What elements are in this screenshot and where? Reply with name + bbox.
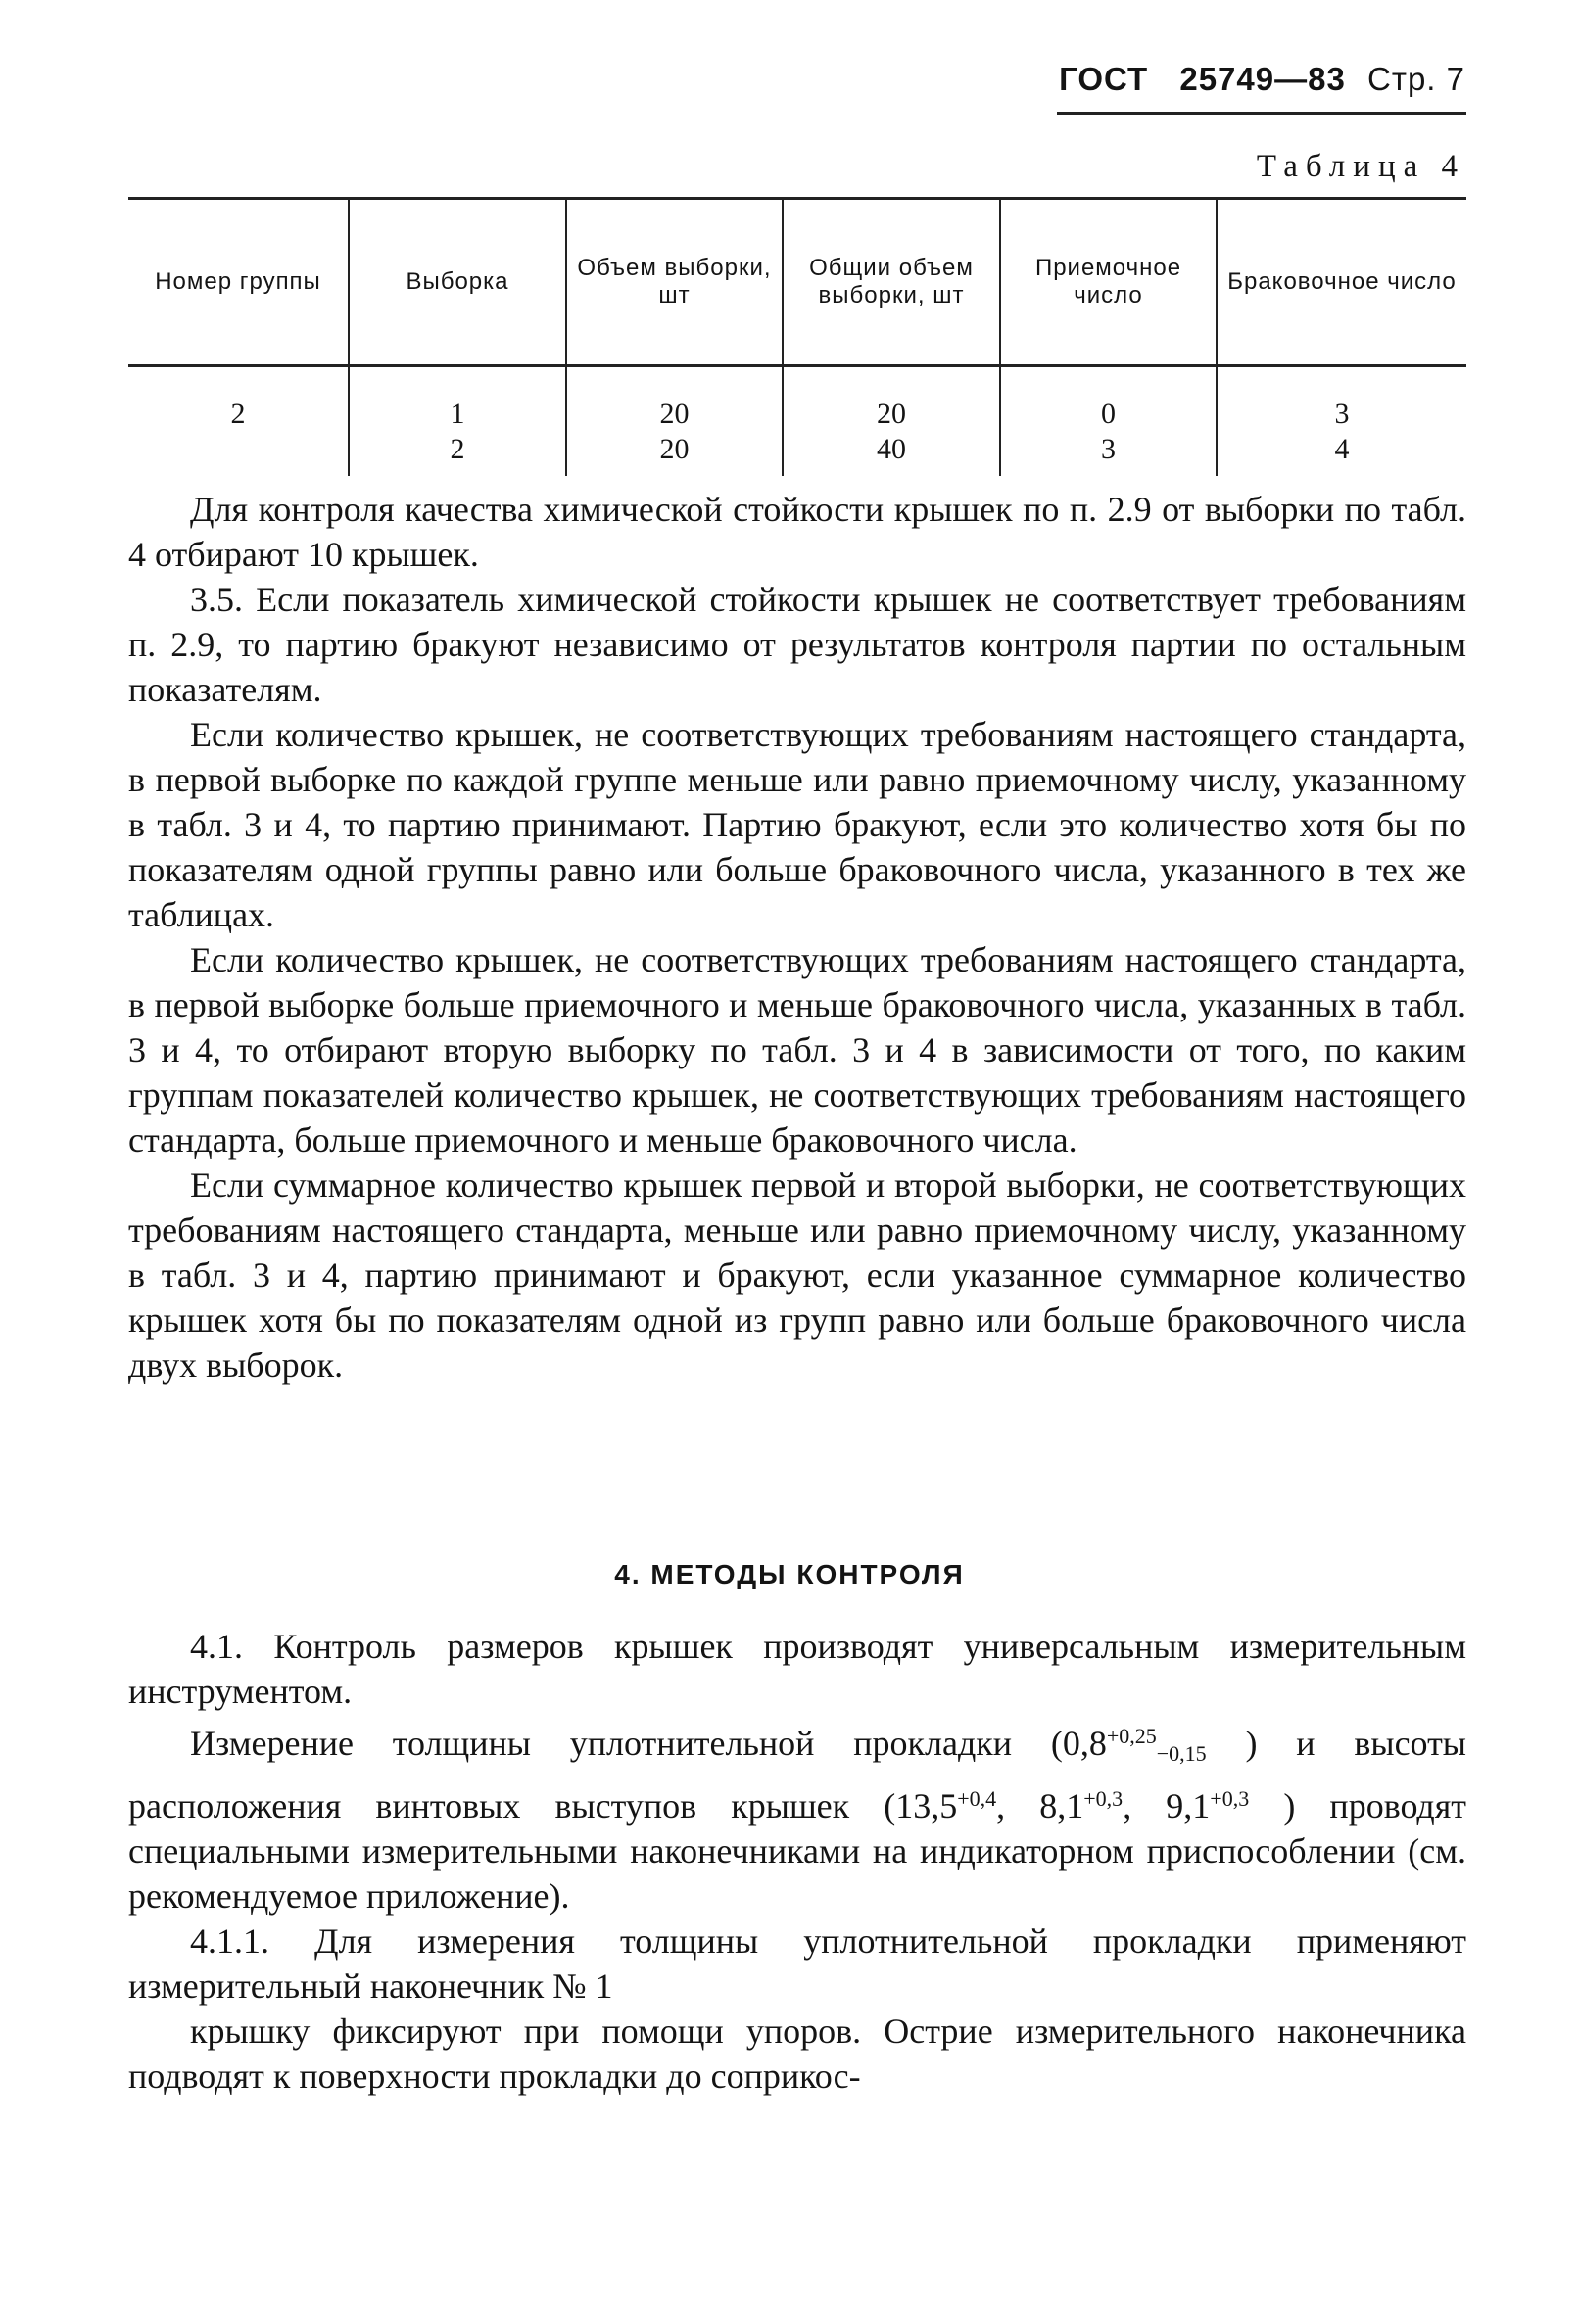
col-header-group: Номер группы — [128, 199, 349, 366]
paragraph: крышку фиксируют при помощи упоров. Острие измерительного наконечника подводят к поверхности прокладки до соприкос- — [128, 2012, 1466, 2096]
col-header-sample: Выборка — [349, 199, 566, 366]
section-heading: 4. МЕТОДЫ КОНТРОЛЯ — [614, 1559, 965, 1589]
text-run: , — [996, 1786, 1006, 1826]
text-run: ) проводят специальными измерительными наконечниками на индикаторном приспособлении (см. рекомендуемое приложение). — [128, 1786, 1467, 1916]
section-3-text — [128, 487, 1466, 1388]
tolerance-lower: −0,15 — [1156, 1741, 1207, 1766]
dimension-value: 13,5 — [895, 1786, 958, 1826]
text-run: ) и высоты расположения винтовых выступов крышек ( — [128, 1724, 1466, 1826]
paragraph: Если количество крышек, не соответствующих требованиям настоящего стандарта, в первой выборке больше приемочного и меньше браковочного числа, указанных в табл. 3 и 4, то отбирают вторую выборку по табл. 3 и 4 в зависимости от того, по каким группам показателей количество крышек, не соответствующих требованиям настоящего стандарта, больше приемочного и меньше браковочного числа. — [128, 940, 1466, 1160]
cell-value: 40 — [877, 433, 906, 465]
paragraph: Если суммарное количество крышек первой и второй выборки, не соответствующих требованиям настоящего стандарта, меньше или равно приемочному числу, указанному в табл. 3 и 4, партию принимают и бракуют, если указанное суммарное количество крышек хотя бы по показателям одной из групп равно или больше браковочного числа двух выборок. — [128, 1165, 1466, 1385]
paragraph: 3.5. Если показатель химической стойкости крышек не соответствует требованиям п. 2.9, то партию бракуют независимо от результатов контроля партии по остальным показателям. — [128, 580, 1466, 709]
cell-value: 20 — [659, 398, 690, 430]
header-rule — [1057, 112, 1466, 115]
table-caption: Таблица 4 — [1256, 149, 1465, 184]
text-run: Измерение толщины уплотнительной прокладки ( — [190, 1724, 1063, 1763]
dimension-value: 8,1 — [1039, 1786, 1084, 1826]
cell-reject — [1217, 366, 1466, 477]
sampling-table — [128, 197, 1466, 476]
cell-value: 3 — [1101, 433, 1116, 465]
paragraph: Если количество крышек, не соответствующих требованиям настоящего стандарта, в первой выборке по каждой группе меньше или равно приемочному числу, указанному в табл. 3 и 4, то партию принимают. Партию бракуют, если это количество хотя бы по показателям одной группы равно или больше браковочного числа, указанного в тех же таблицах. — [128, 715, 1466, 934]
cell-samples — [349, 366, 566, 477]
cell-value: 20 — [877, 398, 906, 430]
section-4-text — [128, 1624, 1466, 2099]
page-number: Стр. 7 — [1367, 61, 1465, 97]
text-run: , — [1123, 1786, 1132, 1826]
page-header — [1059, 61, 1465, 98]
col-header-reject-number: Браковочное число — [1217, 199, 1466, 366]
table-row — [128, 366, 1466, 477]
paragraph: Для контроля качества химической стойкости крышек по п. 2.9 от выборки по табл. 4 отбирают 10 крышек. — [128, 490, 1466, 574]
dimension-value: 9,1 — [1166, 1786, 1211, 1826]
cell-accept — [1000, 366, 1217, 477]
tolerance-upper: +0,4 — [957, 1786, 997, 1811]
tolerance-upper: +0,3 — [1210, 1786, 1250, 1811]
tolerance-upper: +0,25 — [1106, 1724, 1157, 1748]
cell-value: 1 — [450, 398, 465, 430]
paragraph: 4.1. Контроль размеров крышек производят универсальным измерительным инструментом. — [128, 1627, 1466, 1711]
cell-sample-sizes — [566, 366, 783, 477]
col-header-accept-number: Приемочное число — [1000, 199, 1217, 366]
dimension-value: 0,8 — [1062, 1724, 1107, 1763]
cell-total-sizes — [783, 366, 1000, 477]
paragraph: 4.1.1. Для измерения толщины уплотнительной прокладки применяют измерительный наконечник № 1 — [128, 1921, 1466, 2006]
cell-value: 0 — [1101, 398, 1116, 430]
table-header-row — [128, 199, 1466, 366]
cell-value: 2 — [450, 433, 465, 465]
col-header-sample-size: Объем выборки, шт — [566, 199, 783, 366]
cell-value: 20 — [659, 433, 690, 465]
tolerance-upper: +0,3 — [1083, 1786, 1124, 1811]
cell-group — [128, 366, 349, 477]
standard-number: 25749—83 — [1179, 61, 1346, 97]
cell-value: 4 — [1334, 433, 1350, 465]
cell-value: 3 — [1334, 398, 1350, 430]
standard-label: ГОСТ — [1059, 61, 1149, 97]
paragraph-measurement — [128, 1714, 1466, 1919]
col-header-total-size: Общии объем выборки, шт — [783, 199, 1000, 366]
cell-group-value: 2 — [230, 398, 246, 430]
